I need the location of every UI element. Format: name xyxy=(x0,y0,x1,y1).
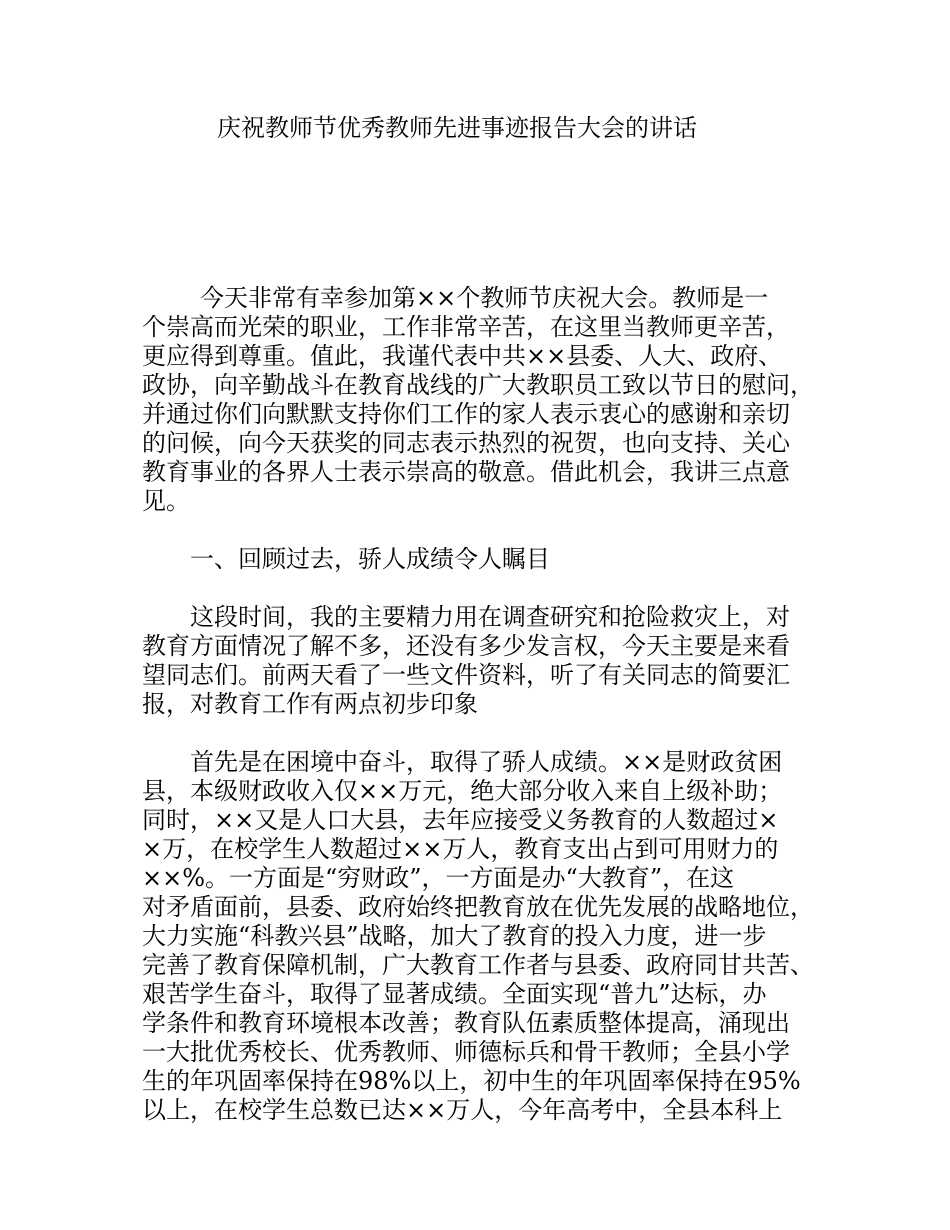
section-heading-text: 一、回顾过去，骄人成绩令人瞩目 xyxy=(190,545,550,573)
text-line: 这段时间，我的主要精力用在调查研究和抢险救灾上，对 xyxy=(190,603,790,631)
text-line: 报，对教育工作有两点初步印象 xyxy=(142,690,478,718)
section-heading xyxy=(142,545,822,574)
text-line: ×万，在校学生人数超过××万人，教育支出占到可用财力的 xyxy=(142,835,779,863)
text-line: 一大批优秀校长、优秀教师、师德标兵和骨干教师；全县小学 xyxy=(142,1038,790,1066)
text-line: 大力实施“科教兴县”战略，加大了教育的投入力度，进一步 xyxy=(142,922,767,950)
document-title: 庆祝教师节优秀教师先进事迹报告大会的讲话 xyxy=(217,114,697,142)
paragraph-gap xyxy=(142,719,822,748)
text-line: 并通过你们向默默支持你们工作的家人表示衷心的感谢和亲切 xyxy=(142,400,790,428)
text-line: ××%。一方面是“穷财政”，一方面是办“大教育”，在这 xyxy=(142,864,735,892)
text-line: 完善了教育保障机制，广大教育工作者与县委、政府同甘共苦、 xyxy=(142,951,814,979)
paragraph-1 xyxy=(142,284,822,516)
text-line: 个崇高而光荣的职业，工作非常辛苦，在这里当教师更辛苦， xyxy=(142,313,790,341)
paragraph-4 xyxy=(142,748,822,1125)
text-line: 望同志们。前两天看了一些文件资料，听了有关同志的简要汇 xyxy=(142,661,790,689)
text-line: 同时，××又是人口大县，去年应接受义务教育的人数超过× xyxy=(142,806,779,834)
text-line: 政协，向辛勤战斗在教育战线的广大教职员工致以节日的慰问， xyxy=(142,371,814,399)
paragraph-gap xyxy=(142,516,822,545)
text-line: 学条件和教育环境根本改善；教育队伍素质整体提高，涌现出 xyxy=(142,1009,790,1037)
text-line: 教育方面情况了解不多，还没有多少发言权，今天主要是来看 xyxy=(142,632,790,660)
text-line: 的问候，向今天获奖的同志表示热烈的祝贺，也向支持、关心 xyxy=(142,429,790,457)
text-line: 艰苦学生奋斗，取得了显著成绩。全面实现“普九”达标，办 xyxy=(142,980,767,1008)
text-line: 教育事业的各界人士表示崇高的敬意。借此机会，我讲三点意 xyxy=(142,458,790,486)
text-line: 生的年巩固率保持在98%以上，初中生的年巩固率保持在95% xyxy=(142,1067,801,1095)
text-line: 以上，在校学生总数已达××万人，今年高考中，全县本科上 xyxy=(142,1096,783,1124)
text-line: 见。 xyxy=(142,487,190,515)
text-line: 更应得到尊重。值此，我谨代表中共××县委、人大、政府、 xyxy=(142,342,783,370)
text-line: 对矛盾面前，县委、政府始终把教育放在优先发展的战略地位， xyxy=(142,893,814,921)
document-body xyxy=(142,284,822,1125)
paragraph-gap xyxy=(142,574,822,603)
text-line: 今天非常有幸参加第××个教师节庆祝大会。教师是一 xyxy=(200,284,769,312)
text-line: 首先是在困境中奋斗，取得了骄人成绩。××是财政贫困 xyxy=(190,748,783,776)
paragraph-3 xyxy=(142,603,822,719)
text-line: 县，本级财政收入仅××万元，绝大部分收入来自上级补助； xyxy=(142,777,783,805)
